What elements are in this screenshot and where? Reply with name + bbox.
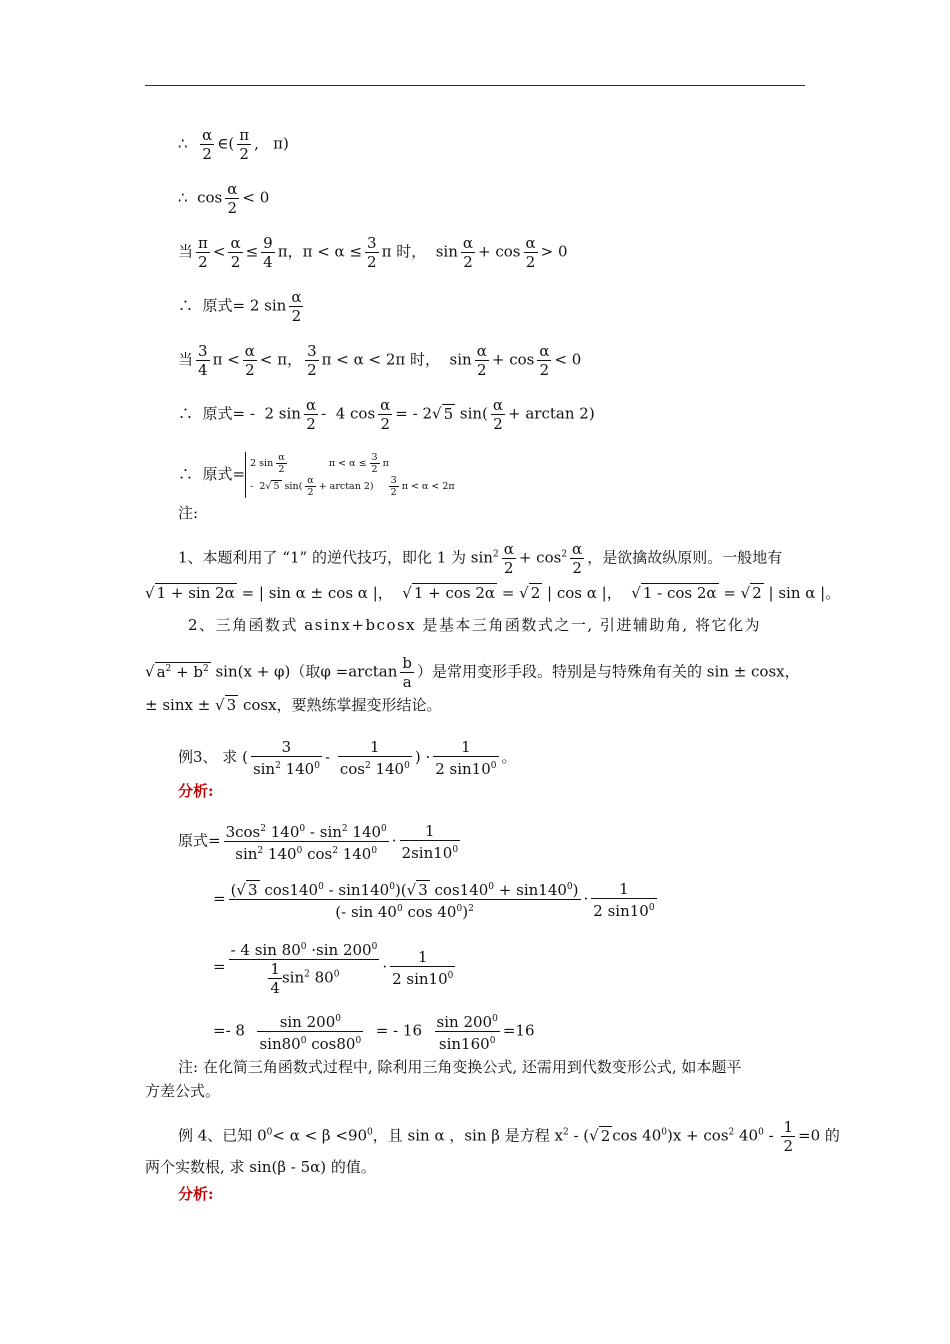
example-4-line-a: 例 4、已知 $0^0< \alpha < \beta <90^0$，且 sin α ，sin β 是方程 $x^2$ - (√ 2 $\cos 40^0)x + \cos^2 40^0$ - $\frac{1}{2}$ =0 的 [178,1118,840,1155]
step-1: 原式= $\frac{3\cos^2 140^0 - \sin^2 140^0}{\sin^2 140^0 \cos^2 140^0}$ · $\frac{1}{2\sin 10^0}$ [178,821,459,863]
line-3: 当 $\frac{\pi}{2}$ < $\frac{\alpha}{2}$ ≤ $\frac{9}{4}$ π，π < α ≤ $\frac{3}{2}$ π 时， sin $\frac{\alpha}{2}$ + cos $\frac{\alpha}{2}$ > 0 [178,234,568,271]
note-1-line-a: 1、本题利用了 “1” 的逆代技巧，即化 1 为 $\sin^2$ $\frac{\alpha}{2}$ + $\cos^2$ $\frac{\alpha}{2}$ ，是欲擒故纵原则。一般地有 [178,540,783,577]
step-3: = - 4 $\sin 80^0 \cdot\sin$ $200^0$ $\frac{1}{4}$ $\sin^2 80^0$ · $\frac{1}{2 \sin 10^0}$ [213,938,458,997]
line-6: ∴ 原式= - 2 sin $\frac{\alpha}{2}$ - 4 cos $\frac{\alpha}{2}$ = - 2√ 5 sin( $\frac{\alpha}{2}$ + arctan 2) [178,396,595,433]
step-4: =- 8 $\frac{\sin 200^0}{\sin 80^0 \cos 80^0}$ = - 16 $\frac{\sin 200^0}{\sin 160^0}$ =16 [213,1010,534,1053]
step-2: = $\frac{(√ 3 \cos 140^0 - \sin 140^0)(√ 3 \cos 140^0 + \sin 140^0)}{(- \sin 40^0 \cos 40^0)^2}$ · $\frac{1}{2 \sin 10^0}$ [213,879,655,921]
example-3: 例3、 求 ( $\frac{3}{\sin^2 140^0}$ - $\frac{1}{\cos^2 140^0}$ ) · $\frac{1}{2 \sin 10^0}$ 。 [178,738,517,778]
line-7: ∴ 原式= 2 sin $\frac{\alpha}{2}$ π < α ≤ $\frac{3}{2}$ π - 2√ 5 sin( $\frac{\alpha}{2}$ + arctan 2) $\frac{3}{2}$ π < α < 2π [178,452,455,498]
example-4-line-b: 两个实数根, 求 sin(β - 5α) 的值。 [145,1158,376,1176]
analysis-label: 分析: [178,782,214,800]
analysis-label-2: 分析: [178,1185,214,1203]
piecewise-brace: 2 sin $\frac{\alpha}{2}$ π < α ≤ $\frac{3}{2}$ π - 2√ 5 sin( $\frac{\alpha}{2}$ + arctan 2) $\frac{3}{2}$ π < α < 2π [245,452,455,498]
header-rule [145,85,805,86]
note-2-line-a: 2、三角函数式 asinx+bcosx 是基本三角函数式之一, 引进辅助角, 将它化为 [188,616,761,634]
note-2-line-c: ± sinx ± √ 3 cosx，要熟练掌握变形结论。 [145,696,442,714]
note-1-line-b: √ 1 + sin 2α = | sin α ± cos α |， √ 1 + cos 2α = √ 2 | cos α |， √ 1 - cos 2α = √ 2 | sin α |。 [145,584,841,602]
note-3-line-b: 方差公式。 [145,1082,221,1100]
line-2: ∴ cos $\frac{\alpha}{2}$ < 0 [178,180,270,217]
line-4: ∴ 原式= 2 sin $\frac{\alpha}{2}$ [178,288,302,325]
line-1: ∴ $\frac{\alpha}{2}$ ∈( $\frac{\pi}{2}$ , π) [178,126,289,163]
line-5: 当 $\frac{3}{4}$ π < $\frac{\alpha}{2}$ < π， $\frac{3}{2}$ π < α < 2π 时， sin $\frac{\alpha}{2}$ + cos $\frac{\alpha}{2}$ < 0 [178,342,582,379]
note-2-line-b: √ $a^2 + b^2$ sin(x + φ)（取φ =arctan $\frac{b}{a}$ ）是常用变形手段。特别是与特殊角有关的 sin ± cosx， [145,654,800,691]
note-label: 注: [178,504,199,522]
note-3-line-a: 注: 在化简三角函数式过程中, 除利用三角变换公式, 还需用到代数变形公式, 如本题平 [178,1058,742,1076]
